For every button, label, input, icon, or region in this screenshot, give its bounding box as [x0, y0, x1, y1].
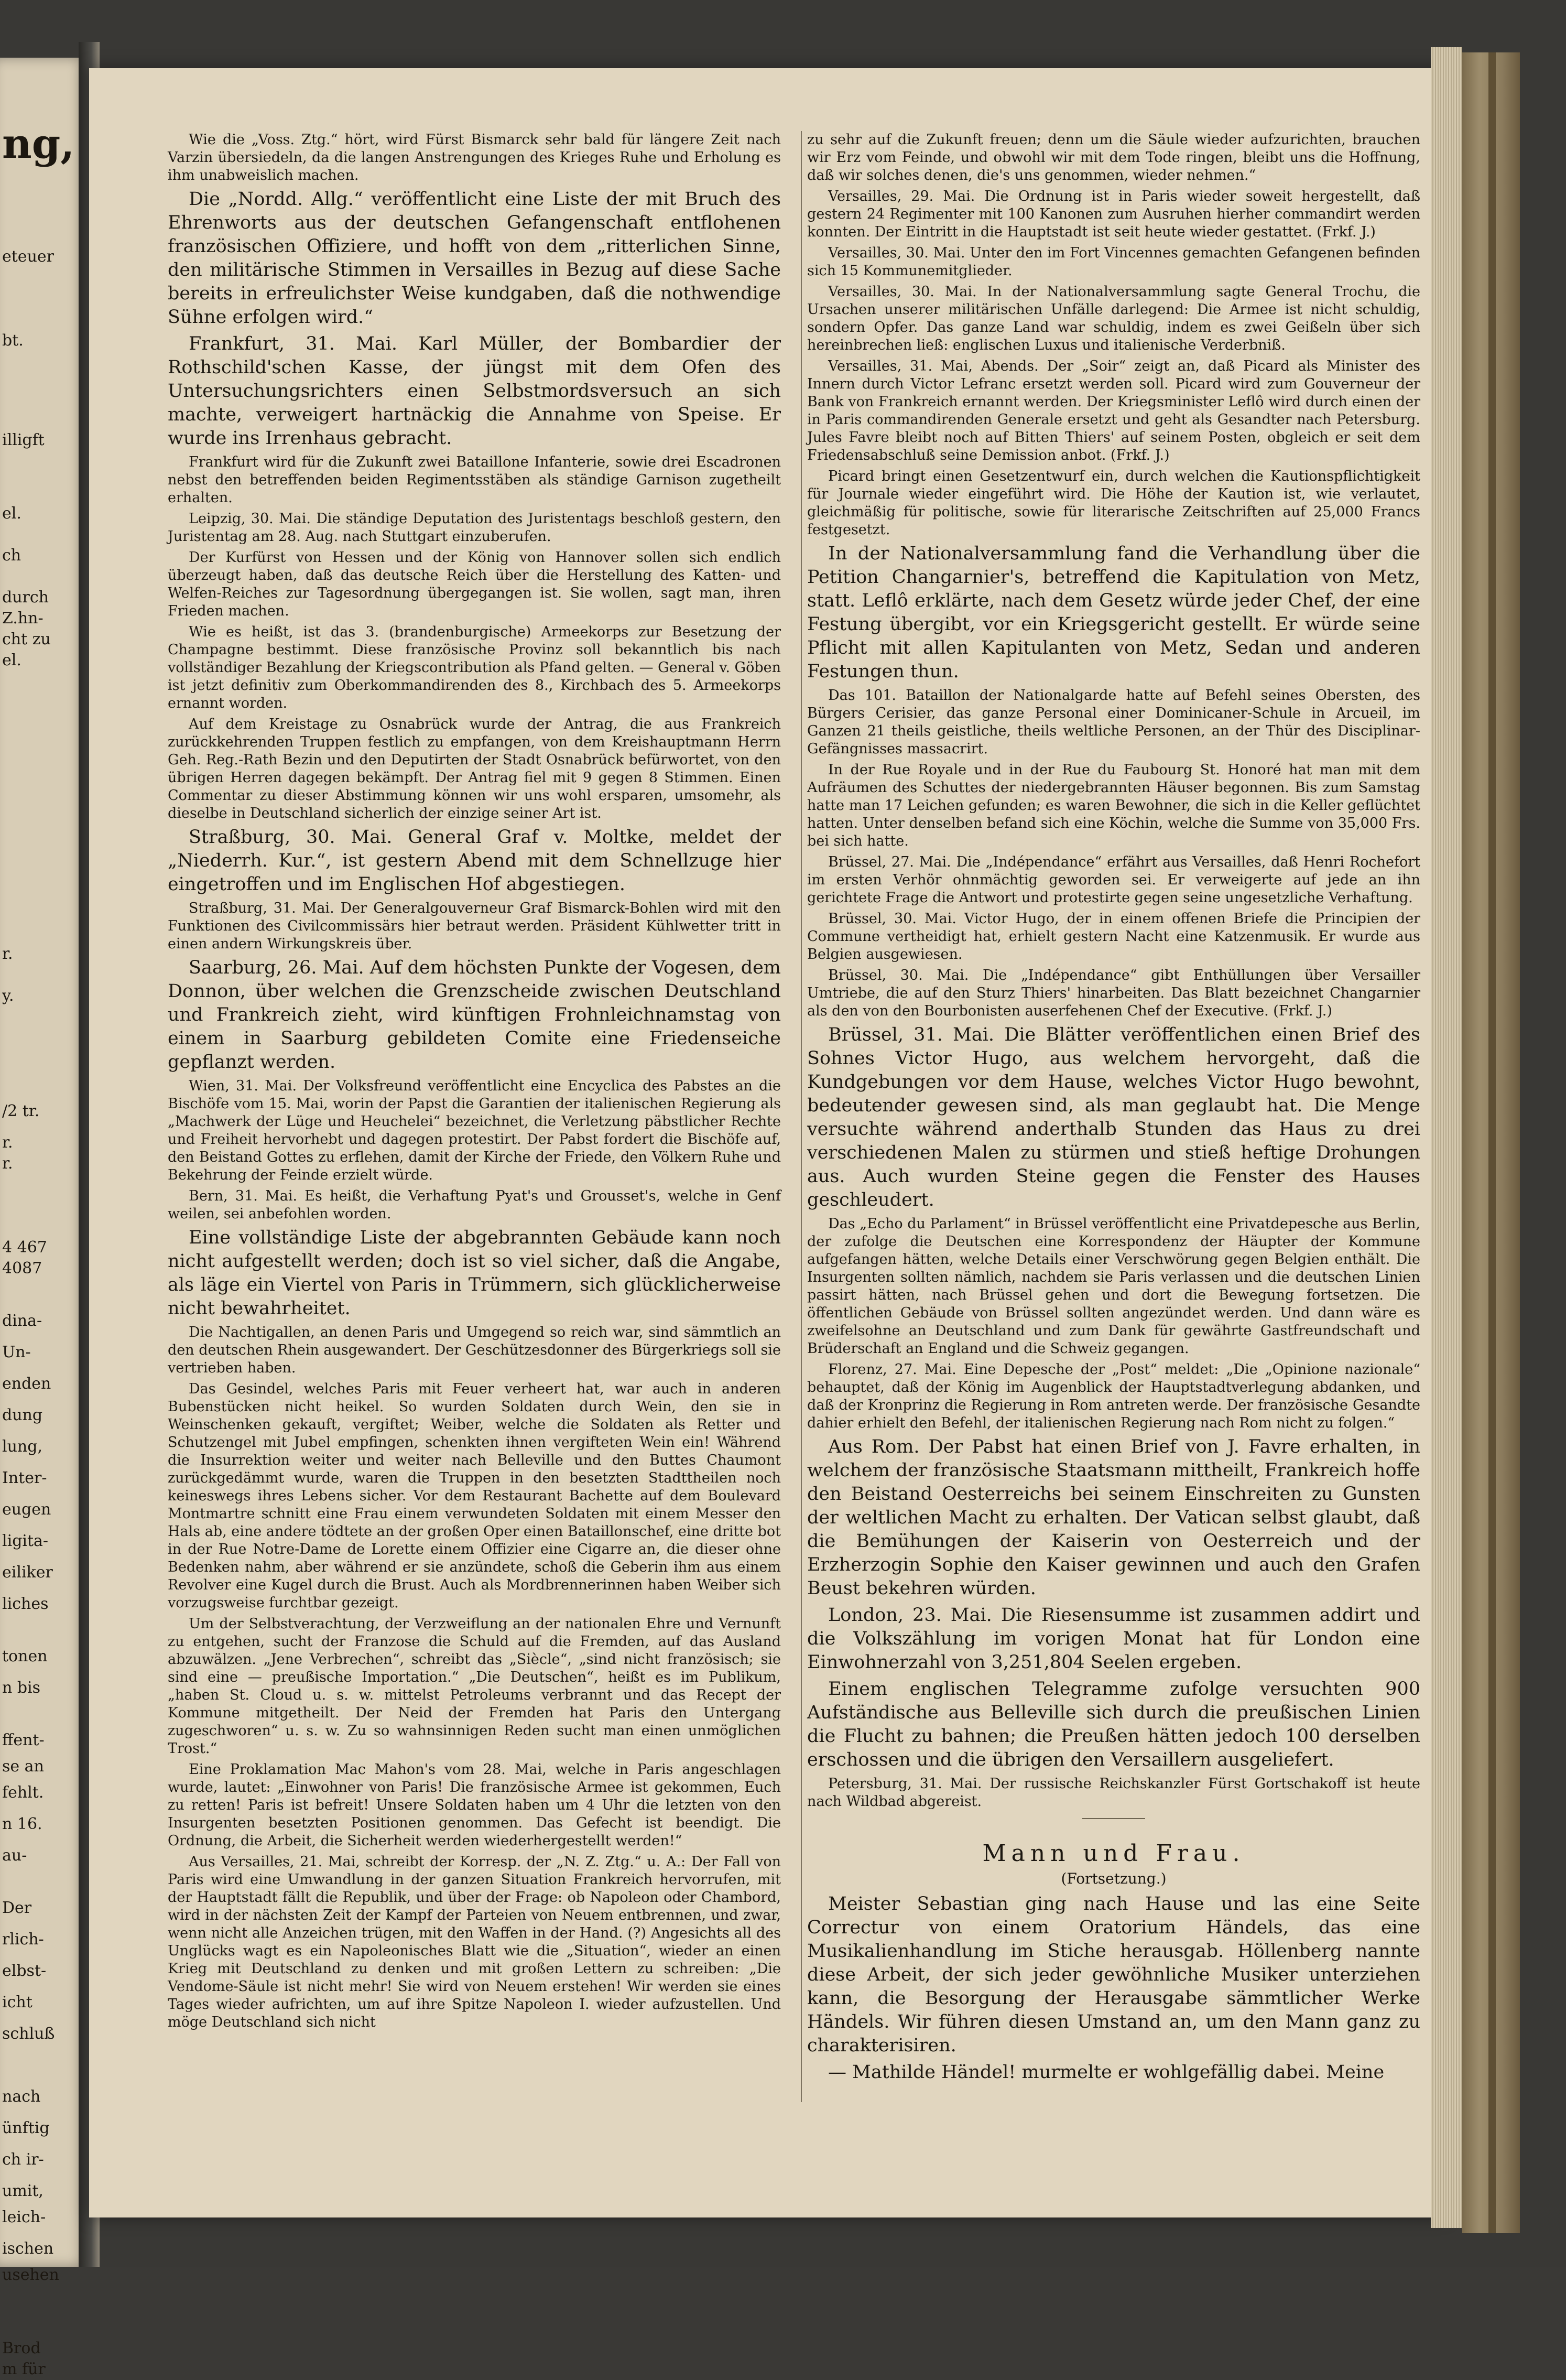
left-page-fragment-text: lung,: [2, 1437, 42, 1456]
article-paragraph: Die Nachtigallen, an denen Paris und Umgegend so reich war, sind sämmtlich an den deutschen Rhein ausgewandert. Der Geschützesdonner des Bürgerkriegs soll sie vertrieben haben.: [168, 1324, 781, 1376]
left-page-fragment-text: m für: [2, 2360, 46, 2378]
left-page-fragment-text: ünftig: [2, 2119, 50, 2137]
article-paragraph: Eine vollständige Liste der abgebrannten Gebäude kann noch nicht aufgestellt werden; doch ist so viel sicher, daß die Angabe, als läge ein Viertel von Paris in Trümmern, sich glücklicherweise nicht bewahrheitet.: [168, 1227, 781, 1319]
left-page-fragment-text: eugen: [2, 1500, 51, 1519]
page-stack-edge: [1431, 47, 1462, 2228]
left-page-fragment-text: illigft: [2, 431, 45, 449]
article-paragraph: zu sehr auf die Zukunft freuen; denn um die Säule wieder aufzurichten, brauchen wir Erz vom Feinde, und obwohl wir mit dem Tode ringen, bleibt uns die Hoffnung, daß wir solches denen, die's uns genommen, wieder nehmen.“: [807, 132, 1420, 183]
news-items: [807, 131, 1420, 1811]
article-paragraph: Eine Proklamation Mac Mahon's vom 28. Mai, welche in Paris angeschlagen wurde, lautet: „Einwohner von Paris! Die französische Armee ist gekommen, Euch zu retten! Paris ist befreit! Unsere Soldaten haben um 4 Uhr die letzten von den Insurgenten besetzten Positionen genommen. Das Gefecht ist beendigt. Die Ordnung, die Arbeit, die Sicherheit werden wiederhergestellt werden!“: [168, 1761, 781, 1849]
left-page-fragment-text: bt.: [2, 331, 24, 350]
feuilleton-paragraph: — Mathilde Händel! murmelte er wohlgefällig dabei. Meine: [828, 2062, 1385, 2083]
article-paragraph: Wien, 31. Mai. Der Volksfreund veröffentlicht eine Encyclica des Pabstes an die Bischöfe vom 15. Mai, worin der Papst die Garantien der italienischen Regierung als „Machwerk der Lüge und Heuchelei“ bezeichnet, die Verletzung päbstlicher Rechte und Freiheit hervorhebt und dagegen protestirt. Der Pabst fordert die Bischöfe auf, den Beistand Gottes zu erflehen, damit der Kirche der Friede, den Völkern Ruhe und Bekehrung der Feinde erzielt würde.: [168, 1078, 781, 1183]
left-page-fragment-text: ch: [2, 546, 21, 565]
article-paragraph: Aus Versailles, 21. Mai, schreibt der Korresp. der „N. Z. Ztg.“ u. A.: Der Fall von Paris wird eine Umwandlung in der ganzen Situation Frankreich hervorrufen, mit der Hauptstadt fällt die Republik, und über der Frage: ob Napoleon oder Chambord, wird in der nächsten Zeit der Kampf der Parteien von Neuem entbrennen, und zwar, wenn nicht alle Anzeichen trügen, mit den Waffen in der Hand. (?) Angesichts all des Unglücks wagt es ein Napoleonisches Blatt wie die „Situation“, wieder an einen Krieg mit Deutschland zu denken und mit großen Lettern zu schreiben: „Die Vendome-Säule ist nicht mehr! Sie wird von Neuem erstehen! Wir werden sie eines Tages wieder aufrichten, um auf ihre Spitze Napoleon I. wieder aufzustellen. Und möge Deutschland sich nicht: [168, 1854, 781, 2030]
left-page-fragment-text: dina-: [2, 1312, 42, 1330]
feuilleton-subtitle: (Fortsetzung.): [1061, 1870, 1167, 1887]
left-page-fragment-text: fehlt.: [2, 1783, 44, 1802]
article-paragraph: Einem englischen Telegramme zufolge versuchten 900 Aufständische aus Belleville sich durch die preußischen Linien die Flucht zu bahnen; die Preußen hätten jedoch 100 derselben erschossen und die übrigen den Versaillern ausgeliefert.: [807, 1679, 1420, 1770]
article-paragraph: Florenz, 27. Mai. Eine Depesche der „Post“ meldet: „Die „Opinione nazionale“ behauptet, daß der König im Augenblick der Hauptstadtverlegung abdanken, und daß der Kronprinz die Regierung in Rom antreten werde. Der französische Gesandte dahier erhielt den Befehl, der italienischen Regierung nach Rom nicht zu folgen.“: [807, 1361, 1420, 1431]
article-paragraph: Das 101. Bataillon der Nationalgarde hatte auf Befehl seines Obersten, des Bürgers Cerisier, das ganze Personal einer Dominicaner-Schule in Arcueil, im Ganzen 21 theils geistliche, theils weltliche Personen, an der Thür des Disciplinar-Gefängnisses massacrirt.: [807, 687, 1420, 757]
article-paragraph: In der Rue Royale und in der Rue du Faubourg St. Honoré hat man mit dem Aufräumen des Schuttes der niedergebrannten Häuser begonnen. Bis zum Samstag hatte man 17 Leichen gefunden; es waren Bewohner, die sich in die Keller geflüchtet hatten. Unter denselben befand sich eine Köchin, welche die Summe von 35,000 Frs. bei sich hatte.: [807, 762, 1420, 849]
article-paragraph: Brüssel, 27. Mai. Die „Indépendance“ erfährt aus Versailles, daß Henri Rochefort im ersten Verhör ohnmächtig geworden sei. Er verweigerte auf jede an ihn gerichtete Frage die Antwort und protestirte gegen seine ungesetzliche Verhaftung.: [807, 854, 1420, 906]
article-paragraph: Saarburg, 26. Mai. Auf dem höchsten Punkte der Vogesen, dem Donnon, über welchen die Grenzscheide zwischen Deutschland und Frankreich zieht, wird künftigen Frohnleichnamstag von einem in Saarburg gebildeten Comite eine Friedenseiche gepflanzt werden.: [168, 957, 781, 1073]
article-paragraph: Die „Nordd. Allg.“ veröffentlicht eine Liste der mit Bruch des Ehrenworts aus der deutschen Gefangenschaft entflohenen französischen Offiziere, und hofft von dem „ritterlichen Sinne, den militärische Stimmen in Versailles in Bezug auf diese Sache bereits in erfreulichster Weise kundgaben, daß die nothwendige Sühne erfolgen wird.“: [168, 189, 781, 328]
left-page-fragment-text: dung: [2, 1406, 43, 1424]
left-page-fragment-text: icht: [2, 1993, 32, 2011]
left-page-fragment-text: eteuer: [2, 247, 54, 266]
left-page-fragment-text: Brod: [2, 2339, 41, 2357]
left-page-fragment-text: umit,: [2, 2182, 44, 2200]
left-page-fragment-text: Der: [2, 1899, 32, 1917]
left-page-fragment-text: r.: [2, 945, 13, 963]
left-page-fragment-text: el.: [2, 504, 21, 523]
left-page-fragment-text: y.: [2, 987, 14, 1005]
article-paragraph: Frankfurt wird für die Zukunft zwei Bataillone Infanterie, sowie drei Escadronen nebst den betreffenden beiden Regimentsstäben als ständige Garnison zugetheilt erhalten.: [168, 454, 781, 506]
section-separator: [1082, 1818, 1145, 1819]
article-paragraph: Das Gesindel, welches Paris mit Feuer verheert hat, war auch in anderen Bubenstücken nicht heikel. So wurden Soldaten durch Wein, den sie in Weinschenken gekauft, vergiftet; Weiber, welche die Soldaten als Retter und Schutzengel mit Jubel empfingen, schenkten ihnen vergifteten Wein ein! Während die Insurrektion weiter und weiter nach Belleville und den Buttes Chaumont zurückgedämmt wurde, waren die Truppen in den besetzten Stadttheilen noch keineswegs ihres Lebens sicher. Vor dem Restaurant Bachette auf dem Boulevard Montmartre schnitt eine Frau einem verwundeten Soldaten mit einem Messer den Hals ab, eine andere tödtete an der großen Oper einen Bataillonschef, eine dritte bot in der Rue Notre-Dame de Lorette einem Offizier eine Cigarre an, die dieser ohne Bedenken nahm, aber während er sie anzündete, schoß die Geberin ihm aus einem Revolver eine Kugel durch die Brust. Auch als Mordbrennerinnen haben Weiber sich vorzugsweise furchtbar gezeigt.: [168, 1381, 781, 1611]
left-page-fragment-text: Inter-: [2, 1469, 47, 1487]
article-paragraph: Um der Selbstverachtung, der Verzweiflung an der nationalen Ehre und Vernunft zu entgehen, sucht der Franzose die Schuld auf die Fremden, auf das Ausland abzuwälzen. „Jene Verbrechen“, schreibt das „Siècle“, „sind nicht französisch; sie sind eine — preußische Importation.“ „Die Deutschen“, heißt es im Publikum, „haben St. Cloud u. s. w. mittelst Petroleums verbrannt und das Recept der Kommune mitgetheilt. Der Neid der Fremden hat Paris den Untergang zugeschworen“ u. s. w. Zu so wahnsinnigen Reden sucht man einen unmöglichen Trost.“: [168, 1616, 781, 1757]
left-page-fragment-text: ischen: [2, 2240, 54, 2258]
article-paragraph: Petersburg, 31. Mai. Der russische Reichskanzler Fürst Gortschakoff ist heute nach Wildbad abgereist.: [807, 1776, 1420, 1810]
left-page-fragment-text: el.: [2, 651, 21, 669]
article-paragraph: Straßburg, 31. Mai. Der Generalgouverneur Graf Bismarck-Bohlen wird mit den Funktionen des Civilcommissärs hier betraut werden. Präsident Kühlwetter tritt in einen andern Wirkungskreis über.: [168, 900, 781, 952]
article-paragraph: Frankfurt, 31. Mai. Karl Müller, der Bombardier der Rothschild'schen Kasse, der jüngst mit dem Ofen des Untersuchungsrichters einen Selbstmordsversuch an sich machte, verweigert hartnäckig die Annahme von Speise. Er wurde ins Irrenhaus gebracht.: [168, 333, 781, 449]
left-page-fragment-text: durch: [2, 588, 49, 607]
article-paragraph: Brüssel, 30. Mai. Victor Hugo, der in einem offenen Briefe die Principien der Commune vertheidigt hat, erhielt gestern Nacht eine Katzenmusik. Er wurde aus Belgien ausgewiesen.: [807, 911, 1420, 962]
article-paragraph: Brüssel, 31. Mai. Die Blätter veröffentlichen einen Brief des Sohnes Victor Hugo, aus welchem hervorgeht, daß die Kundgebungen vor dem Hause, welches Victor Hugo bewohnt, bedeutender gewesen sind, als man geglaubt hat. Die Menge versuchte während anderthalb Stunden das Haus zu drei verschiedenen Malen zu stürmen und stieß heftige Drohungen aus. Auch wurden Steine gegen die Fenster des Hauses geschleudert.: [807, 1024, 1420, 1210]
column-divider: [801, 131, 802, 2102]
left-page-fragment-text: liches: [2, 1595, 49, 1613]
article-paragraph: Leipzig, 30. Mai. Die ständige Deputation des Juristentags beschloß gestern, den Juristentag am 28. Aug. nach Stuttgart einzuberufen.: [168, 511, 781, 545]
left-page-fragment-text: tonen: [2, 1647, 48, 1665]
article-paragraph: Brüssel, 30. Mai. Die „Indépendance“ gibt Enthüllungen über Versailler Umtriebe, die auf den Sturz Thiers' hinarbeiten. Das Blatt bezeichnet Changarnier als den von den Bourbonisten auserfehenen Chef der Executive. (Frkf. J.): [807, 967, 1420, 1019]
left-page-fragment-text: schluß: [2, 2025, 55, 2043]
article-paragraph: London, 23. Mai. Die Riesensumme ist zusammen addirt und die Volkszählung im vorigen Monat hat für London eine Einwohnerzahl von 3,251,804 Seelen ergeben.: [807, 1605, 1420, 1673]
article-paragraph: Versailles, 30. Mai. Unter den im Fort Vincennes gemachten Gefangenen befinden sich 15 Kommunemitglieder.: [807, 245, 1420, 279]
left-page-fragment-text: cht zu: [2, 630, 51, 648]
article-paragraph: Versailles, 30. Mai. In der Nationalversammlung sagte General Trochu, die Ursachen unserer militärischen Unfälle darlegend: Die Armee ist nicht schuldig, sondern Opfer. Das ganze Land war schuldig, indem es zwei Geißeln über sich hereinbrechen ließ: englischen Luxus und italienische Verderbniß.: [807, 284, 1420, 353]
left-page-fragment-text: nach: [2, 2087, 41, 2106]
left-page-fragment-text: usehen: [2, 2266, 59, 2284]
left-page-fragment-text: r.: [2, 1133, 13, 1152]
left-page-fragment-text: au-: [2, 1846, 27, 1865]
left-page-fragment-text: Un-: [2, 1343, 31, 1361]
left-page-fragment-text: Z.hn-: [2, 609, 44, 628]
article-paragraph: Picard bringt einen Gesetzentwurf ein, durch welchen die Kautionspflichtigkeit für Journale wieder eingeführt wird. Die Höhe der Kaution ist, wie verlautet, gleichmäßig für politische, sowie für literarische Zeitschriften auf 25,000 Francs festgesetzt.: [807, 468, 1420, 538]
article-paragraph: Versailles, 29. Mai. Die Ordnung ist in Paris wieder soweit hergestellt, daß gestern 24 Regimenter mit 100 Kanonen zum Ausruhen hierher commandirt werden konnten. Der Eintritt in die Hauptstadt ist seit heute wieder gestattet. (Frkf. J.): [807, 188, 1420, 240]
binding-spine-stripe: [1488, 52, 1496, 2233]
left-page-fragment-text: enden: [2, 1375, 51, 1393]
left-page-fragment: [0, 58, 88, 2378]
feuilleton-paragraph: Meister Sebastian ging nach Hause und las eine Seite Correctur von einem Oratorium Händels, das eine Musikalienhandlung im Stiche herausgab. Höllenberg nannte diese Arbeit, der sich jeder gewöhnliche Musiker unterziehen kann, die Besorgung der Herausgabe sämmtlicher Werke Händels. Wir führen diesen Umstand an, um den Mann ganz zu charakterisiren.: [807, 1894, 1420, 2056]
left-page-fragment-text: ch ir-: [2, 2150, 44, 2169]
left-page-fragment-text: n 16.: [2, 1815, 42, 1833]
article-paragraph: Aus Rom. Der Pabst hat einen Brief von J. Favre erhalten, in welchem der französische Staatsmann mittheilt, Frankreich hoffe den Beistand Oesterreichs bei seinem Einschreiten zu Gunsten der weltlichen Macht zu erhalten. Der Vatican selbst glaubt, daß die Bemühungen der Kaiserin von Oesterreich und der Erzherzogin Sophie den Kaiser gewinnen und auch den Grafen Beust bekehren würden.: [807, 1436, 1420, 1599]
left-page-fragment-text: ffent-: [2, 1731, 45, 1749]
article-paragraph: Versailles, 31. Mai, Abends. Der „Soir“ zeigt an, daß Picard als Minister des Innern durch Victor Lefranc ersetzt werden soll. Picard wird zum Gouverneur der Bank von Frankreich ernannt werden. Der Kriegsminister Leflô wird durch einen der in Paris commandirenden Generale ersetzt und geht als Gesandter nach Petersburg. Jules Favre bleibt noch auf Bitten Thiers' auf seinem Posten, obgleich er seit dem Friedensabschluß seine Demission anbot. (Frkf. J.): [807, 358, 1420, 463]
article-paragraph: Auf dem Kreistage zu Osnabrück wurde der Antrag, die aus Frankreich zurückkehrenden Truppen festlich zu empfangen, von dem Kreishauptmann Herrn Geh. Reg.-Rath Bezin und den Deputirten der Stadt Osnabrück befürwortet, von den übrigen Herren dagegen bekämpft. Der Antrag fiel mit 9 gegen 8 Stimmen. Einen Commentar zu dieser Abstimmung können wir uns wohl ersparen, umsomehr, als dieselbe in Deutschland sicherlich der einzige seiner Art ist.: [168, 716, 781, 821]
article-paragraph: In der Nationalversammlung fand die Verhandlung über die Petition Changarnier's, betreffend die Kapitulation von Metz, statt. Leflô erklärte, nach dem Gesetz würde jeder Chef, der eine Festung übergibt, vor ein Kriegsgericht gestellt. Er würde seine Pflicht mit allen Kapitulanten von Metz, Sedan und anderen Festungen thun.: [807, 543, 1420, 682]
left-page-fragment-text: eiliker: [2, 1563, 53, 1582]
left-page-fragment-text: rlich-: [2, 1930, 44, 1949]
newspaper-page: [89, 68, 1447, 2217]
left-page-fragment-text: ng,: [2, 120, 75, 168]
left-page-fragment-text: 4 467: [2, 1238, 47, 1257]
left-text-column: [168, 131, 781, 2035]
article-paragraph: Das „Echo du Parlament“ in Brüssel veröffentlicht eine Privatdepesche aus Berlin, der zufolge die Deutschen eine Korrespondenz der Häupter der Kommune aufgefangen hätten, welche Details einer Verschwörung gegen Belgien enthält. Die Insurgenten sollten nämlich, nachdem sie Paris verlassen und die deutschen Linien passirt hätten, nach Brüssel gehen und dort die Bewegung fortsetzen. Die öffentlichen Gebäude von Brüssel sollten angezündet werden. Und dann wäre es zweifelsohne an Deutschland und zum Dank für gewährte Gastfreundschaft und Brüderschaft an England und die Schweiz gegangen.: [807, 1216, 1420, 1357]
right-text-column: [807, 131, 1420, 2087]
left-page-fragment-text: ligita-: [2, 1532, 49, 1550]
left-page-fragment-text: elbst-: [2, 1962, 47, 1980]
article-paragraph: Bern, 31. Mai. Es heißt, die Verhaftung Pyat's und Grousset's, welche in Genf weilen, sei anbefohlen worden.: [168, 1188, 781, 1222]
article-paragraph: Wie es heißt, ist das 3. (brandenburgische) Armeekorps zur Besetzung der Champagne bestimmt. Diese französische Provinz soll bekanntlich bis nach vollständiger Bezahlung der Kriegscontribution als Pfand gelten. — General v. Göben ist jetzt definitiv zum Oberkommandirenden des 8., Kirchbach des 5. Armeekorps ernannt worden.: [168, 624, 781, 711]
feuilleton-title: Mann und Frau.: [982, 1840, 1245, 1867]
left-page-fragment-text: se an: [2, 1757, 44, 1776]
feuilleton-body: [807, 1892, 1420, 2084]
left-page-fragment-text: 4087: [2, 1259, 42, 1278]
article-paragraph: Straßburg, 30. Mai. General Graf v. Moltke, meldet der „Niederrh. Kur.“, ist gestern Abend mit dem Schnellzuge hier eingetroffen und im Englischen Hof abgestiegen.: [168, 827, 781, 895]
left-page-fragment-text: /2 tr.: [2, 1102, 40, 1120]
left-page-fragment-text: leich-: [2, 2208, 46, 2226]
left-page-fragment-text: n bis: [2, 1679, 41, 1697]
left-page-fragment-text: r.: [2, 1154, 13, 1173]
article-paragraph: Wie die „Voss. Ztg.“ hört, wird Fürst Bismarck sehr bald für längere Zeit nach Varzin übersiedeln, da die langen Anstrengungen des Krieges Ruhe und Erholung es ihm unabweislich machen.: [168, 132, 781, 183]
article-paragraph: Der Kurfürst von Hessen und der König von Hannover sollen sich endlich überzeugt haben, daß das deutsche Reich über die Herstellung des Katten- und Welfen-Reiches zur Tagesordnung übergegangen ist. Sie wollen, sagt man, ihren Frieden machen.: [168, 549, 781, 619]
